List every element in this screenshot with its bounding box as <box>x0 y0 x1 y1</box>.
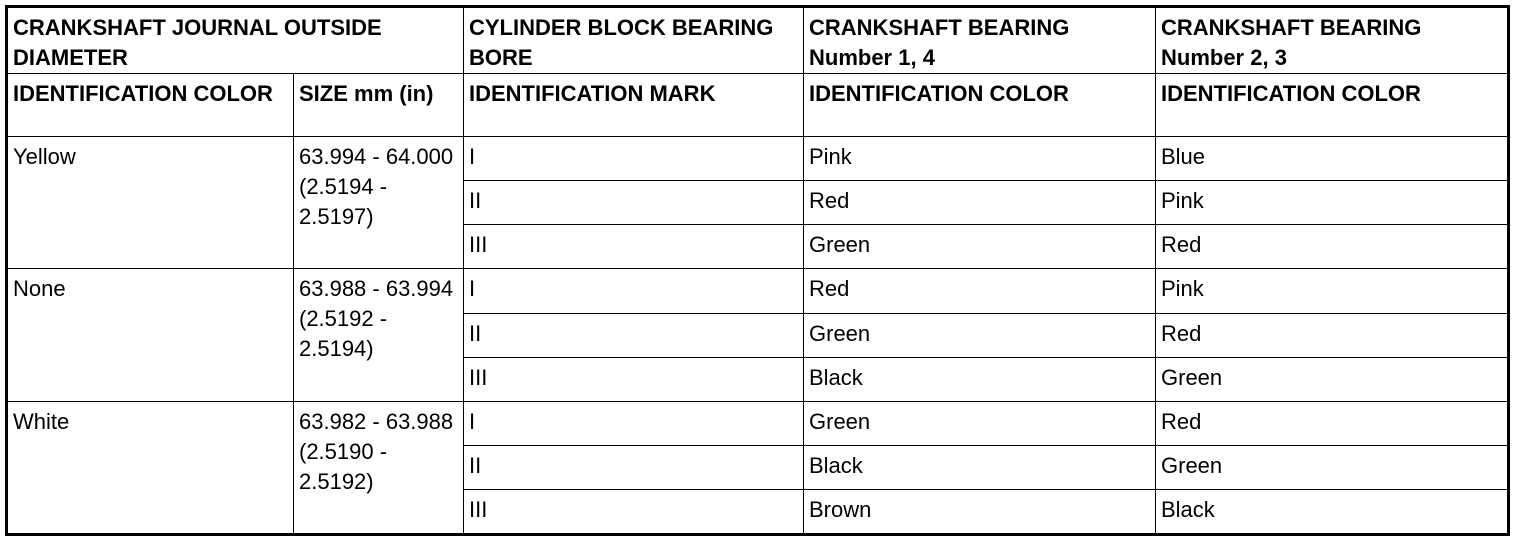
journal-id-color-header: IDENTIFICATION COLOR <box>7 74 294 137</box>
size-cell: 63.982 - 63.988 (2.5190 - 2.5192) <box>294 401 464 534</box>
bearing-2-3-color-cell: Green <box>1156 357 1509 401</box>
journal-color-cell: White <box>7 401 294 534</box>
table-row <box>7 269 1509 313</box>
table-row <box>7 137 1509 181</box>
id-mark-cell: I <box>464 401 804 445</box>
bearing-2-3-color-cell: Pink <box>1156 181 1509 225</box>
size-cell: 63.994 - 64.000 (2.5194 - 2.5197) <box>294 137 464 269</box>
bearing-selection-table <box>5 5 1510 536</box>
journal-diameter-header: CRANKSHAFT JOURNAL OUTSIDE DIAMETER <box>7 7 464 74</box>
id-mark-cell: II <box>464 181 804 225</box>
bearing-2-3-color-cell: Red <box>1156 401 1509 445</box>
bearing-1-4-header: CRANKSHAFT BEARING Number 1, 4 <box>804 7 1156 74</box>
id-mark-cell: II <box>464 313 804 357</box>
size-cell: 63.988 - 63.994 (2.5192 - 2.5194) <box>294 269 464 401</box>
block-bore-header: CYLINDER BLOCK BEARING BORE <box>464 7 804 74</box>
id-mark-header: IDENTIFICATION MARK <box>464 74 804 137</box>
bearing-1-4-color-cell: Brown <box>804 489 1156 534</box>
id-mark-cell: III <box>464 225 804 269</box>
header-row-sub <box>7 74 1509 137</box>
bearing-1-4-color-cell: Black <box>804 357 1156 401</box>
bearing-2-3-color-cell: Red <box>1156 313 1509 357</box>
bearing-1-4-color-cell: Green <box>804 313 1156 357</box>
bearing-2-3-color-cell: Blue <box>1156 137 1509 181</box>
header-row-group <box>7 7 1509 74</box>
bearing-1-4-color-cell: Red <box>804 269 1156 313</box>
id-mark-cell: III <box>464 489 804 534</box>
bearing-1-4-color-cell: Black <box>804 445 1156 489</box>
id-mark-cell: II <box>464 445 804 489</box>
id-mark-cell: I <box>464 137 804 181</box>
bearing-1-4-color-cell: Red <box>804 181 1156 225</box>
bearing-2-3-color-cell: Green <box>1156 445 1509 489</box>
size-header: SIZE mm (in) <box>294 74 464 137</box>
id-mark-cell: III <box>464 357 804 401</box>
bearing-2-3-color-cell: Black <box>1156 489 1509 534</box>
journal-color-cell: Yellow <box>7 137 294 269</box>
bearing-2-3-color-cell: Red <box>1156 225 1509 269</box>
bearing-1-4-color-cell: Green <box>804 401 1156 445</box>
bearing-2-3-header: CRANKSHAFT BEARING Number 2, 3 <box>1156 7 1509 74</box>
journal-color-cell: None <box>7 269 294 401</box>
bearing-2-3-color-header: IDENTIFICATION COLOR <box>1156 74 1509 137</box>
id-mark-cell: I <box>464 269 804 313</box>
bearing-1-4-color-cell: Green <box>804 225 1156 269</box>
bearing-1-4-color-cell: Pink <box>804 137 1156 181</box>
table-row <box>7 401 1509 445</box>
bearing-2-3-color-cell: Pink <box>1156 269 1509 313</box>
bearing-1-4-color-header: IDENTIFICATION COLOR <box>804 74 1156 137</box>
